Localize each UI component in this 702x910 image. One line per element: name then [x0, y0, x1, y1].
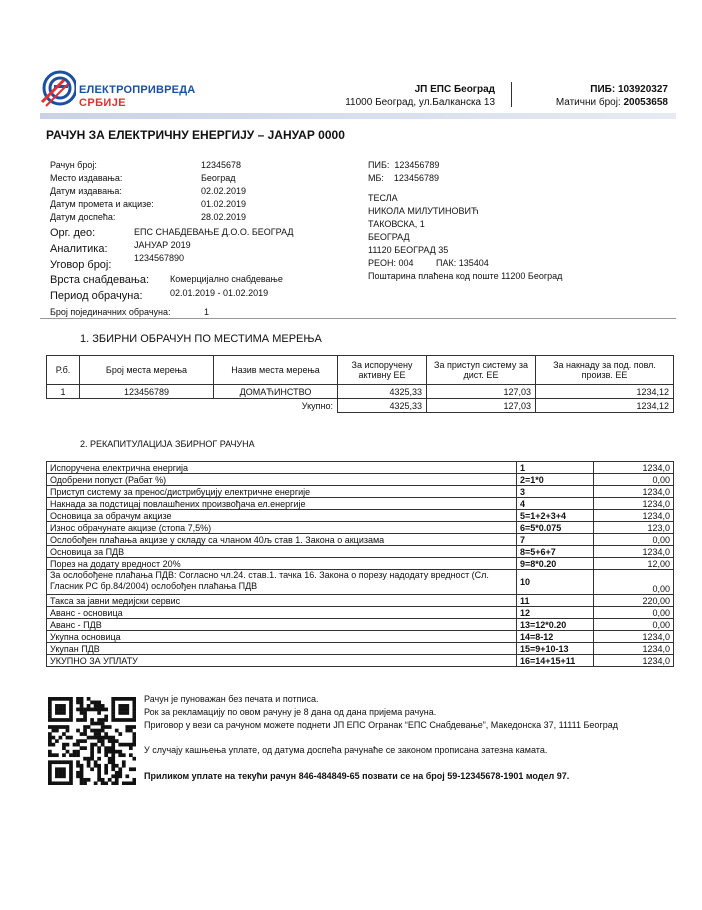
header-band: [40, 113, 676, 119]
invoice-title: РАЧУН ЗА ЕЛЕКТРИЧНУ ЕНЕРГИЈУ – ЈАНУАР 0000: [46, 128, 345, 142]
customer-postage: Поштарина плаћена код поште 11200 Београд: [368, 271, 563, 281]
period-label: Период обрачуна:: [50, 290, 143, 302]
period-value: 02.01.2019 - 01.02.2019: [170, 288, 269, 298]
footer-late-notice: У случају кашњења уплате, од датума доспећа рачунаће се законом прописана затезна камата.: [144, 745, 548, 755]
contract-value: 1234567890: [134, 253, 185, 263]
info-label: Датум издавања:: [50, 186, 122, 196]
count-value: 1: [204, 307, 210, 317]
info-value: 01.02.2019: [201, 199, 247, 209]
analytics-value: ЈАНУАР 2019: [134, 240, 191, 250]
footer-line: Рок за рекламацију по овом рачуну је 8 дана од дана пријема рачуна.: [144, 707, 437, 717]
customer-name2: НИКОЛА МИЛУТИНОВИЋ: [368, 206, 479, 216]
org-value: ЕПС СНАБДЕВАЊЕ Д.О.О. БЕОГРАД: [134, 227, 294, 237]
footer-line: Рачун је пуноважан без печата и потписа.: [144, 694, 319, 704]
company-address: 11000 Београд, ул.Балканска 13: [345, 97, 495, 108]
info-value: Београд: [201, 173, 236, 183]
table-row: Накнада за подстицај повлашћених произвођача ел.енергије 4 1234,0: [47, 498, 674, 510]
customer-street: ТАКОВСКА, 1: [368, 219, 425, 229]
customer-block: [368, 159, 562, 283]
supply-type-value: Комерцијално снабдевање: [170, 274, 283, 284]
info-value: 12345678: [201, 160, 242, 170]
meter-summary-table: [46, 355, 674, 413]
invoice-info-values: [201, 159, 246, 224]
contract-label: Уговор број:: [50, 259, 112, 271]
company-name: ЈП ЕПС Београд: [414, 84, 495, 95]
footer-line: Приговор у вези са рачуном можете поднети ЈП ЕПС Огранак “ЕПС Снабдевање”, Македонска 37, 11111 Београд: [144, 720, 618, 730]
table-row: УКУПНО ЗА УПЛАТУ 16=14+15+11 1234,0: [47, 655, 674, 667]
qr-code-icon: [48, 697, 136, 785]
eps-logo-icon: [40, 68, 76, 108]
table-row: Приступ систему за пренос/дистрибуцију електричне енергије 3 1234,0: [47, 486, 674, 498]
table-row: Такса за јавни медијски сервис 11 220,00: [47, 595, 674, 607]
col-header: За приступ систему за дист. ЕЕ: [427, 356, 536, 385]
col-header: Назив места мерења: [214, 356, 338, 385]
customer-mb: МБ: 123456789: [368, 173, 439, 183]
supply-type-label: Врста снабдевања:: [50, 274, 150, 286]
table-row: 1 123456789 ДОМАЋИНСТВО 4325,33 127,03 1234,12: [47, 385, 674, 399]
info-label: Место издавања:: [50, 173, 123, 183]
table-row: Испоручена електрична енергија 1 1234,0: [47, 462, 674, 474]
brand-line2: СРБИЈЕ: [79, 97, 126, 109]
brand-line1: ЕЛЕКТРОПРИВРЕДА: [79, 84, 196, 96]
col-header: За испоручену активну ЕЕ: [338, 356, 427, 385]
table-row: За ослобођене плаћања ПДВ: Согласно чл.24. став.1. тачка 16. Закона о порезу надодату вредност (Сл. Гласник РС бр.84/2004) ослобођен плаћања ПДВ 10 0,00: [47, 570, 674, 595]
table-header-row: [47, 356, 674, 385]
invoice-info-labels: [50, 159, 154, 224]
section1-title: 1. ЗБИРНИ ОБРАЧУН ПО МЕСТИМА МЕРЕЊА: [80, 333, 322, 345]
table-row: Одобрени попуст (Рабат %) 2=1*0 0,00: [47, 474, 674, 486]
info-value: 28.02.2019: [201, 212, 247, 222]
info-label: Датум доспећа:: [50, 212, 116, 222]
col-header: За накнаду за под. повл. произв. ЕЕ: [536, 356, 674, 385]
org-label: Орг. део:: [50, 227, 96, 239]
company-pib: ПИБ: 103920327: [590, 84, 668, 95]
customer-pib: ПИБ: 123456789: [368, 160, 440, 170]
info-label: Датум промета и акцизе:: [50, 199, 154, 209]
table-row: Основица за обрачум акцизе 5=1+2+3+4 1234,0: [47, 510, 674, 522]
info-label: Рачун број:: [50, 160, 97, 170]
customer-name1: ТЕСЛА: [368, 193, 398, 203]
table-row: Укупан ПДВ 15=9+10-13 1234,0: [47, 643, 674, 655]
customer-city: БЕОГРАД: [368, 232, 410, 242]
table-row: Аванс - основица 12 0,00: [47, 607, 674, 619]
footer-notes: [144, 693, 618, 732]
table-row: Износ обрачунате акцизе (стопа 7,5%) 6=5*0.075 123,0: [47, 522, 674, 534]
info-value: 02.02.2019: [201, 186, 247, 196]
customer-reon: РЕОН: 004 ПАК: 135404: [368, 258, 489, 268]
col-header: Р.б.: [47, 356, 80, 385]
recap-table: [46, 461, 674, 667]
footer-payment-info: Приликом уплате на текући рачун 846-484849-65 позвати се на број 59-12345678-1901 модел 97.: [144, 771, 570, 781]
analytics-label: Аналитика:: [50, 243, 108, 255]
table-row: Аванс - ПДВ 13=12*0.20 0,00: [47, 619, 674, 631]
col-header: Број места мерења: [80, 356, 214, 385]
customer-zip: 11120 БЕОГРАД 35: [368, 245, 449, 255]
section2-title: 2. РЕКАПИТУЛАЦИЈА ЗБИРНОГ РАЧУНА: [80, 439, 255, 449]
company-mb: Матични број: 20053658: [555, 97, 668, 108]
table-row: Порез на додату вредност 20% 9=8*0.20 12,00: [47, 558, 674, 570]
table-row: Основица за ПДВ 8=5+6+7 1234,0: [47, 546, 674, 558]
count-label: Број појединачних обрачуна:: [50, 307, 171, 317]
table-row: Укупна основица 14=8-12 1234,0: [47, 631, 674, 643]
table-total-row: Укупно: 4325,33 127,03 1234,12: [47, 399, 674, 413]
table-row: Ослобођен плаћања акцизе у складу са чланом 40љ став 1. Закона о акцизама 7 0,00: [47, 534, 674, 546]
